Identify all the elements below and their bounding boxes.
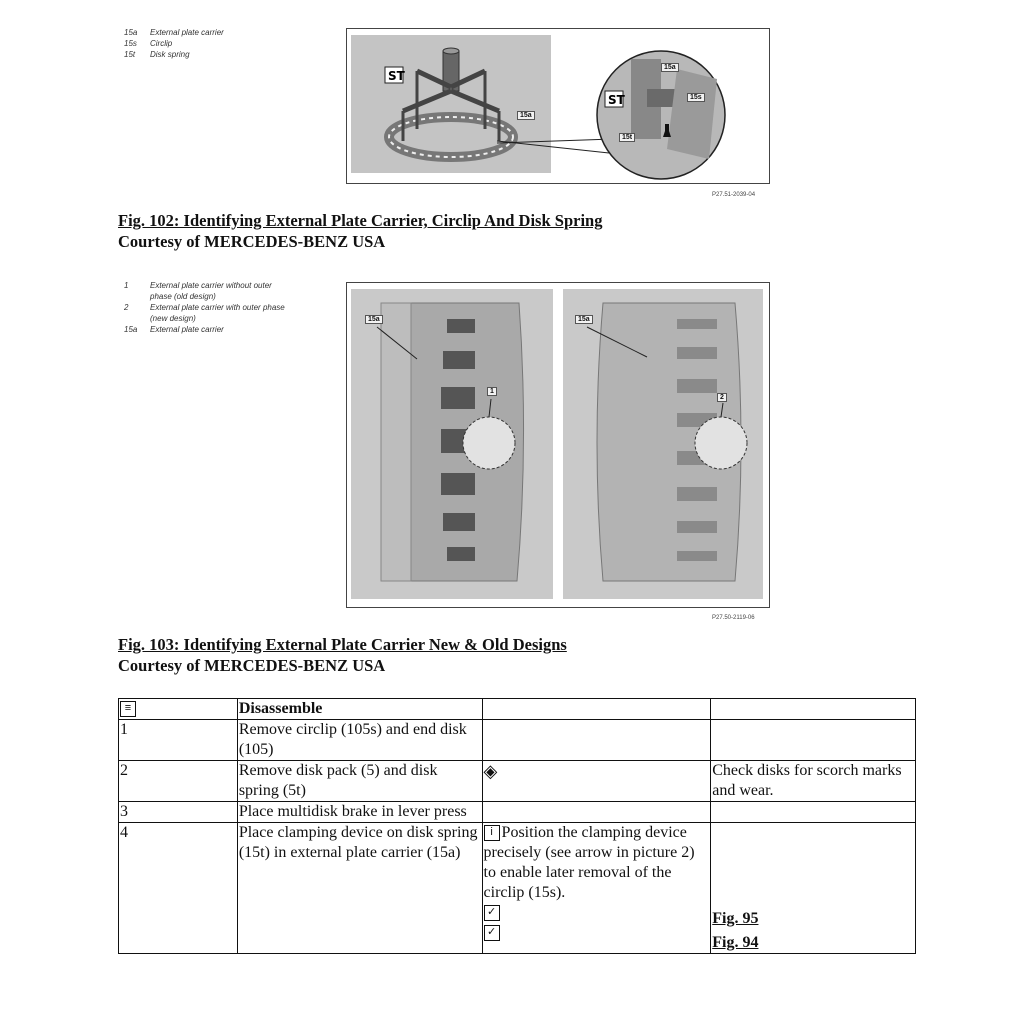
fig103-caption — [118, 634, 567, 676]
callout-15s: 15s — [687, 93, 705, 102]
legend-row: phase (old design) — [150, 292, 216, 301]
fig-94-link[interactable]: Fig. 94 — [712, 934, 759, 951]
table-row — [119, 802, 916, 823]
fig102-legend — [124, 27, 224, 60]
legend-row: 1 External plate carrier without outer — [124, 281, 272, 290]
fig103-code: P27.50-2119-06 — [712, 615, 755, 621]
step-action: Remove disk pack (5) and disk spring (5t) — [237, 761, 482, 802]
fig103-legend — [124, 280, 285, 335]
callout-15a: 15a — [575, 315, 593, 324]
procedure-table — [118, 698, 916, 954]
fig102-caption — [118, 210, 602, 252]
step-note — [482, 720, 711, 761]
step-ref — [711, 823, 916, 954]
step-note — [482, 823, 711, 954]
fig102-courtesy: Courtesy of MERCEDES-BENZ USA — [118, 232, 386, 251]
step-action: Place multidisk brake in lever press — [237, 802, 482, 823]
step-note — [482, 761, 711, 802]
step-number: 2 — [119, 761, 238, 802]
step-number: 3 — [119, 802, 238, 823]
fig102-code: P27.51-2039-04 — [712, 192, 756, 198]
table-row — [119, 720, 916, 761]
special-tool-row — [484, 903, 710, 923]
legend-row: 15t Disk spring — [124, 50, 190, 59]
fig103-title: Fig. 103: Identifying External Plate Carrier New & Old Designs — [118, 635, 567, 654]
callout-15a: 15a — [661, 63, 679, 72]
fig103-image — [346, 282, 770, 608]
svg-text:ST: ST — [608, 93, 625, 107]
table-cell — [711, 699, 916, 720]
fig-95-link[interactable]: Fig. 95 — [712, 910, 759, 927]
step-note — [482, 802, 711, 823]
step-action: Remove circlip (105s) and end disk (105) — [237, 720, 482, 761]
step-ref — [711, 802, 916, 823]
step-number: 4 — [119, 823, 238, 954]
step-action: Place clamping device on disk spring (15t) in external plate carrier (15a) — [237, 823, 482, 954]
table-header-row — [119, 699, 916, 720]
fig103-courtesy: Courtesy of MERCEDES-BENZ USA — [118, 656, 386, 675]
step-ref: Check disks for scorch marks and wear. — [711, 761, 916, 802]
fig103-illustration — [347, 283, 769, 607]
callout-1: 1 — [487, 387, 497, 396]
callout-15a: 15a — [365, 315, 383, 324]
legend-row: (new design) — [150, 314, 196, 323]
table-cell — [237, 699, 482, 720]
step-ref — [711, 720, 916, 761]
legend-row: 2 External plate carrier with outer phase — [124, 303, 285, 312]
table-row — [119, 823, 916, 954]
inspect-eye-icon: ◈ — [483, 761, 498, 781]
fig102-illustration — [347, 29, 769, 183]
svg-text:ST: ST — [388, 69, 405, 83]
special-tool-icon: ✓ — [484, 925, 500, 941]
checklist-icon: ≡ — [120, 701, 136, 717]
legend-row: 15s Circlip — [124, 39, 173, 48]
special-tool-icon: ✓ — [484, 905, 500, 921]
step-note-text: Position the clamping device precisely (see arrow in picture 2) to enable later removal of the circlip (15s). — [483, 824, 695, 901]
special-tool-row — [484, 923, 710, 943]
fig102-title: Fig. 102: Identifying External Plate Carrier, Circlip And Disk Spring — [118, 211, 603, 230]
table-row — [119, 761, 916, 802]
table-cell — [119, 699, 238, 720]
step-number: 1 — [119, 720, 238, 761]
legend-row: 15a External plate carrier — [124, 325, 224, 334]
callout-2: 2 — [717, 393, 727, 402]
table-header: Disassemble — [238, 700, 323, 717]
fig102-image — [346, 28, 770, 184]
callout-15a: 15a — [517, 111, 535, 120]
table-cell — [482, 699, 711, 720]
info-icon: i — [484, 825, 500, 841]
legend-row: 15a External plate carrier — [124, 28, 224, 37]
callout-15t: 15t — [619, 133, 635, 142]
